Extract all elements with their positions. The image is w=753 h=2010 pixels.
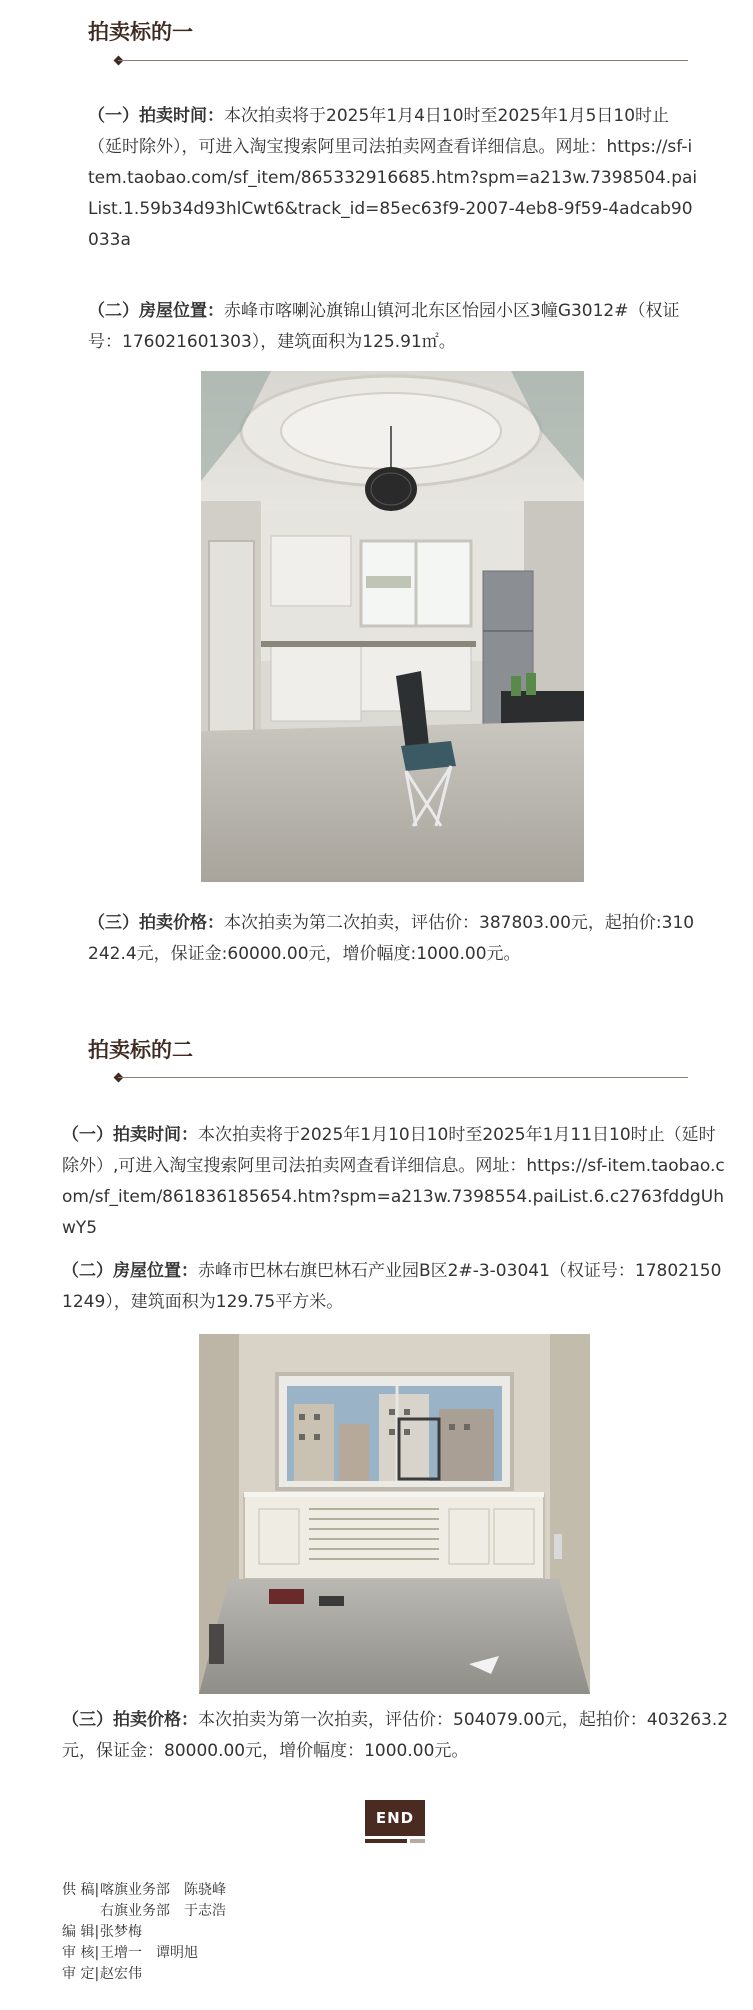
- lot2-price-label: （三）拍卖价格：: [62, 1710, 198, 1730]
- credit-contributor-line-1: [62, 1880, 226, 1901]
- lot2-photo-room: [199, 1334, 590, 1694]
- lot1-photo-kitchen: [201, 371, 584, 882]
- credit-approve: 赵宏伟: [100, 1966, 142, 1982]
- lot2-price-text: 本次拍卖为第一次拍卖，评估价：504079.00元，起拍价：403263.2元，保证金：80000.00元，增价幅度：1000.00元。: [62, 1710, 729, 1761]
- lot2-location-label: （二）房屋位置：: [62, 1261, 198, 1281]
- lot2-price-paragraph: [62, 1705, 732, 1767]
- credit-editor: 张梦梅: [100, 1924, 142, 1940]
- lot2-location-text: 赤峰市巴林右旗巴林石产业园B区2#-3-03041（权证号：178021501249），建筑面积为129.75平方米。: [62, 1261, 722, 1312]
- lot2-time-label: （一）拍卖时间：: [62, 1125, 198, 1145]
- credit-review-key: 审 核|: [62, 1945, 100, 1961]
- end-badge: END: [365, 1800, 425, 1836]
- lot1-location-paragraph: [88, 296, 698, 358]
- credit-editor-key: 编 辑|: [62, 1924, 100, 1940]
- credit-contributor-key: 供 稿|: [62, 1882, 100, 1898]
- lot1-price-text: 本次拍卖为第二次拍卖，评估价：387803.00元，起拍价:310242.4元，保证金:60000.00元，增价幅度:1000.00元。: [88, 913, 695, 964]
- lot1-location-label: （二）房屋位置：: [88, 301, 224, 321]
- lot1-location-text: 赤峰市喀喇沁旗锦山镇河北东区怡园小区3幢G3012#（权证号：176021601303），建筑面积为125.91㎡。: [88, 301, 680, 352]
- lot1-time-label: （一）拍卖时间：: [88, 106, 224, 126]
- lot1-price-label: （三）拍卖价格：: [88, 913, 224, 933]
- lot1-price-paragraph: [88, 908, 698, 970]
- credit-review: 王增一 谭明旭: [100, 1945, 198, 1961]
- credit-contributor-1: 喀旗业务部 陈骁峰: [100, 1882, 226, 1898]
- end-badge-underline-accent: [410, 1839, 425, 1843]
- lot1-divider: [118, 60, 688, 61]
- lot2-title: 拍卖标的二: [88, 1038, 193, 1062]
- lot2-location-paragraph: [62, 1256, 732, 1318]
- credit-review-line: [62, 1943, 226, 1964]
- lot2-divider: [118, 1077, 688, 1078]
- credit-contributor-2: 右旗业务部 于志浩: [100, 1903, 226, 1919]
- credit-approve-key: 审 定|: [62, 1966, 100, 1982]
- lot1-time-text: 本次拍卖将于2025年1月4日10时至2025年1月5日10时止（延时除外），可进入淘宝搜索阿里司法拍卖网查看详细信息。网址：https://sf-item.taobao.com/sf_item/865332916685.htm?spm=a213w.7398504.paiList.1.59b34d93hlCwt6&track_id=85ec63f9-2007-4eb8-9f59-4adcab90033a: [88, 106, 698, 250]
- lot1-time-paragraph: [88, 101, 698, 256]
- credits: [62, 1880, 226, 1985]
- end-badge-underline: [365, 1839, 407, 1843]
- lot2-time-text: 本次拍卖将于2025年1月10日10时至2025年1月11日10时止（延时除外）,可进入淘宝搜索阿里司法拍卖网查看详细信息。网址：https://sf-item.taobao.com/sf_item/861836185654.htm?spm=a213w.7398554.paiList.6.c2763fddgUhwY5: [62, 1125, 725, 1238]
- credit-approve-line: [62, 1964, 226, 1985]
- credit-editor-line: [62, 1922, 226, 1943]
- credit-contributor-line-2: [62, 1901, 226, 1922]
- lot2-time-paragraph: [62, 1120, 732, 1244]
- lot1-title: 拍卖标的一: [88, 20, 193, 44]
